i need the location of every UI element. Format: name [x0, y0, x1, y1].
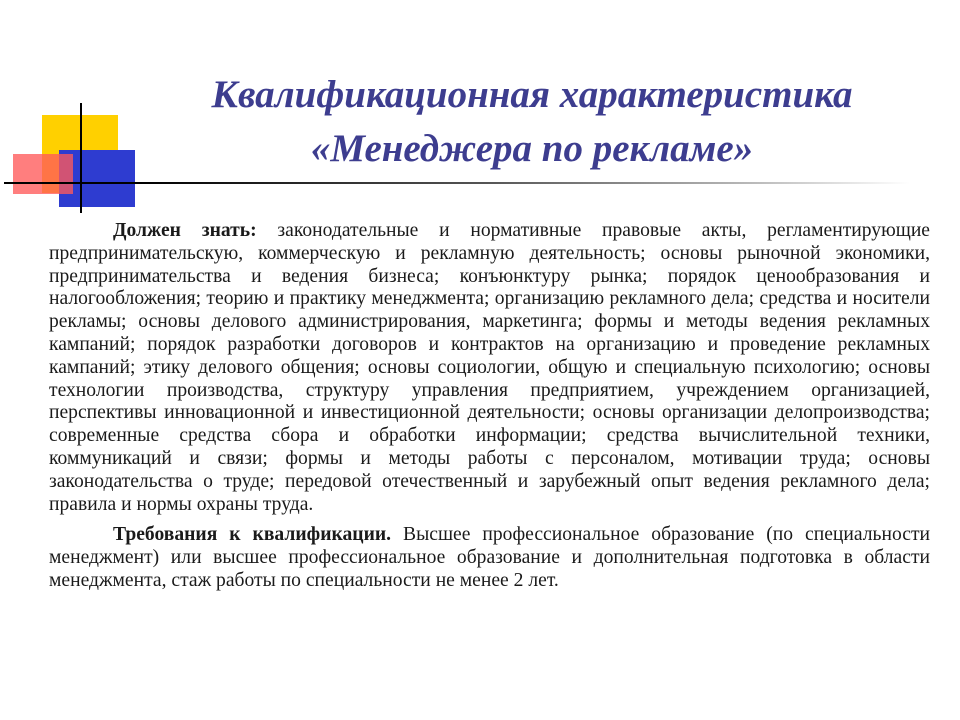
- title-line-1: Квалификационная характеристика: [211, 73, 853, 116]
- slide-title: [132, 68, 932, 176]
- slide-logo-decoration: [0, 0, 140, 220]
- vertical-line: [80, 103, 82, 213]
- slide-body: [49, 220, 930, 593]
- title-line-2: «Менеджера по рекламе»: [310, 127, 754, 170]
- knowledge-paragraph: [49, 220, 930, 516]
- title-underline: [140, 182, 910, 184]
- knowledge-text: законодательные и нормативные правовые акты, регламентирующие предпринимательскую, коммерческую и рекламную деятельность; основы рыночной экономики, предпринимательства и ведения бизнеса; конъюнктуру рынка; порядок ценообразования и налогообложения; теорию и практику менеджмента; организацию рекламного дела; средства и носители рекламы; основы делового администрирования, маркетинга; формы и методы ведения рекламных кампаний; порядок разработки договоров и контрактов на организацию и проведение рекламных кампаний; этику делового общения; основы социологии, общую и специальную психологию; основы технологии производства, структуру управления предприятием, учреждением организацией, перспективы инновационной и инвестиционной деятельности; основы организации делопроизводства; современные средства сбора и обработки информации; средства вычислительной техники, коммуникаций и связи; формы и методы работы с персоналом, мотивации труда; основы законодательства о труде; передовой отечественный и зарубежный опыт ведения рекламного дела; правила и нормы охраны труда.: [49, 220, 931, 515]
- knowledge-label: Должен знать:: [113, 220, 257, 241]
- requirements-text: Высшее профессиональное образование (по специальности менеджмент) или высшее профессиональное образование и дополнительная подготовка в области менеджмента, стаж работы по специальности не менее 2 лет.: [49, 524, 930, 591]
- horizontal-line: [4, 182, 144, 184]
- red-square: [13, 154, 73, 194]
- requirements-paragraph: [49, 524, 930, 592]
- requirements-label: Требования к квалификации.: [113, 524, 392, 546]
